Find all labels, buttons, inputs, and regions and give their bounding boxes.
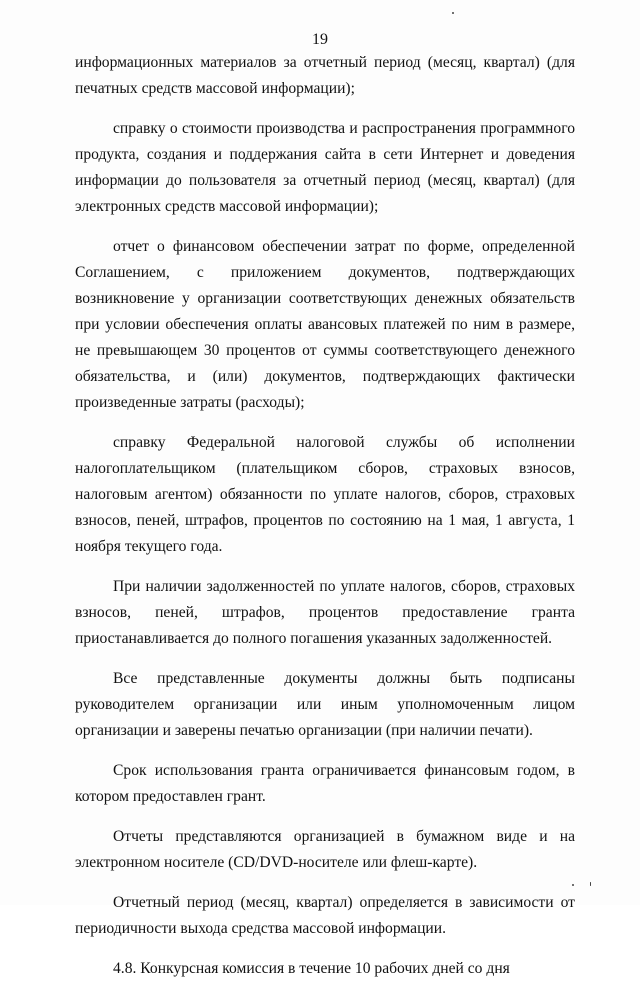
paragraph-3: отчет о финансовом обеспечении затрат по форме, определенной Соглашением, с приложением документов, подтверждающих возникновение у организации соответствующих денежных обязательств при условии обеспечения оплаты авансовых платежей по ним в размере, не превышающем 30 процентов от суммы соответствующего денежного обязательства, и (или) документов, подтверждающих фактически произведенные затраты (расходы); bbox=[75, 238, 575, 411]
paragraph-2: справку о стоимости производства и распространения программного продукта, создания и поддержания сайта в сети Интернет и доведения информации до пользователя за отчетный период (месяц, квартал) (для электронных средств массовой информации); bbox=[75, 120, 575, 215]
document-body bbox=[75, 50, 575, 982]
paragraph-8: Отчеты представляются организацией в бумажном виде и на электронном носителе (CD/DVD-носителе или флеш-карте). bbox=[75, 828, 575, 871]
scan-speck-bottom-right bbox=[572, 884, 574, 886]
paragraph-7: Срок использования гранта ограничивается финансовым годом, в котором предоставлен грант. bbox=[75, 762, 575, 805]
page-number: 19 bbox=[312, 31, 328, 48]
paragraph-1: информационных материалов за отчетный период (месяц, квартал) (для печатных средств массовой информации); bbox=[75, 54, 575, 97]
paragraph-4: справку Федеральной налоговой службы об исполнении налогоплательщиком (плательщиком сборов, страховых взносов, налоговым агентом) обязанности по уплате налогов, сборов, страховых взносов, пеней, штрафов, процентов по состоянию на 1 мая, 1 августа, 1 ноября текущего года. bbox=[75, 434, 575, 555]
scan-speck-top bbox=[452, 12, 454, 14]
paragraph-5: При наличии задолженностей по уплате налогов, сборов, страховых взносов, пеней, штрафов, процентов предоставление гранта приостанавливается до полного погашения указанных задолженностей. bbox=[75, 578, 575, 647]
scan-speck-bottom-right-2 bbox=[590, 882, 591, 886]
paragraph-9: Отчетный период (месяц, квартал) определяется в зависимости от периодичности выхода средства массовой информации. bbox=[75, 894, 575, 937]
paragraph-6: Все представленные документы должны быть подписаны руководителем организации или иным уполномоченным лицом организации и заверены печатью организации (при наличии печати). bbox=[75, 670, 575, 739]
paragraph-10: 4.8. Конкурсная комиссия в течение 10 рабочих дней со дня bbox=[113, 960, 510, 977]
